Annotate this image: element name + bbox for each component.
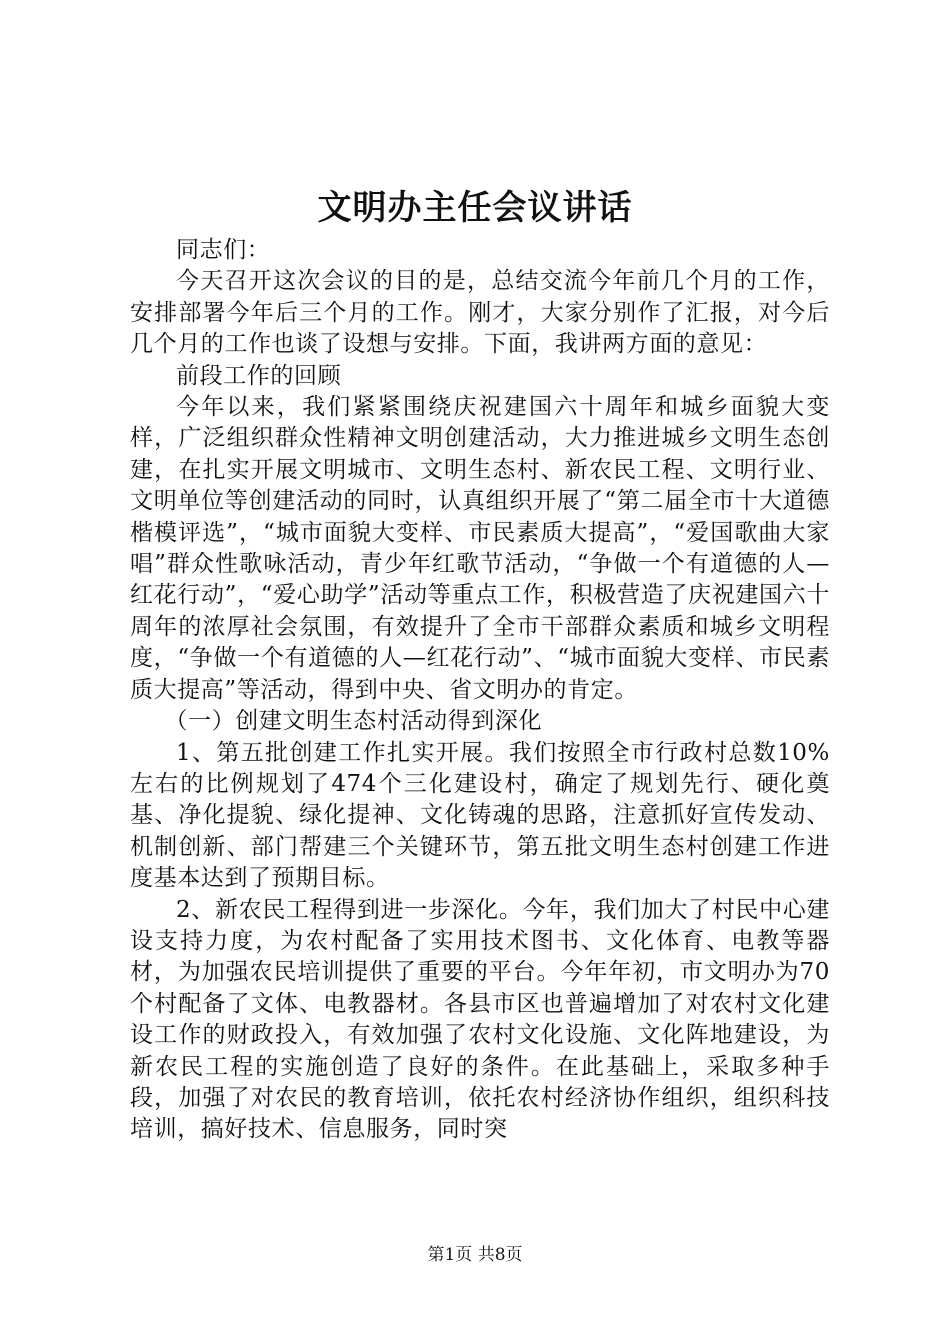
paragraph-intro: 今天召开这次会议的目的是，总结交流今年前几个月的工作，安排部署今年后三个月的工作。刚才，大家分别作了汇报，对今后几个月的工作也谈了设想与安排。下面，我讲两方面的意见：: [130, 268, 830, 358]
paragraph-item-2: 2、新农民工程得到进一步深化。今年，我们加大了村民中心建设支持力度，为农村配备了实用技术图书、文化体育、电教等器材，为加强农民培训提供了重要的平台。今年年初，市文明办为70个村配备了文体、电教器材。各县市区也普遍增加了对农村文化建设工作的财政投入，有效加强了农村文化设施、文化阵地建设，为新农民工程的实施创造了良好的条件。在此基础上，采取多种手段，加强了对农民的教育培训，依托农村经济协作组织，组织科技培训，搞好技术、信息服务，同时突: [130, 896, 830, 1143]
salutation: 同志们：: [176, 237, 271, 263]
document-body: [130, 235, 830, 1146]
document-title: 文明办主任会议讲话: [317, 188, 633, 228]
paragraph-item-1: 1、第五批创建工作扎实开展。我们按照全市行政村总数10%左右的比例规划了474个三化建设村，确定了规划先行、硬化奠基、净化提貌、绿化提神、文化铸魂的思路，注意抓好宣传发动、机制创新、部门帮建三个关键环节，第五批文明生态村创建工作进度基本达到了预期目标。: [130, 739, 830, 892]
paragraph-review: 今年以来，我们紧紧围绕庆祝建国六十周年和城乡面貌大变样，广泛组织群众性精神文明创建活动，大力推进城乡文明生态创建，在扎实开展文明城市、文明生态村、新农民工程、文明行业、文明单位等创建活动的同时，认真组织开展了“第二届全市十大道德楷模评选”，“城市面貌大变样、市民素质大提高”，“爱国歌曲大家唱”群众性歌咏活动，青少年红歌节活动，“争做一个有道德的人—红花行动”，“爱心助学”活动等重点工作，积极营造了庆祝建国六十周年的浓厚社会氛围，有效提升了全市干部群众素质和城乡文明程度，“争做一个有道德的人—红花行动”、“城市面貌大变样、市民素质大提高”等活动，得到中央、省文明办的肯定。: [130, 394, 830, 703]
page-footer: 第1页 共8页: [427, 1245, 523, 1265]
section-heading: 前段工作的回顾: [176, 362, 342, 389]
subsection-heading: （一）创建文明生态村活动得到深化: [164, 708, 543, 735]
